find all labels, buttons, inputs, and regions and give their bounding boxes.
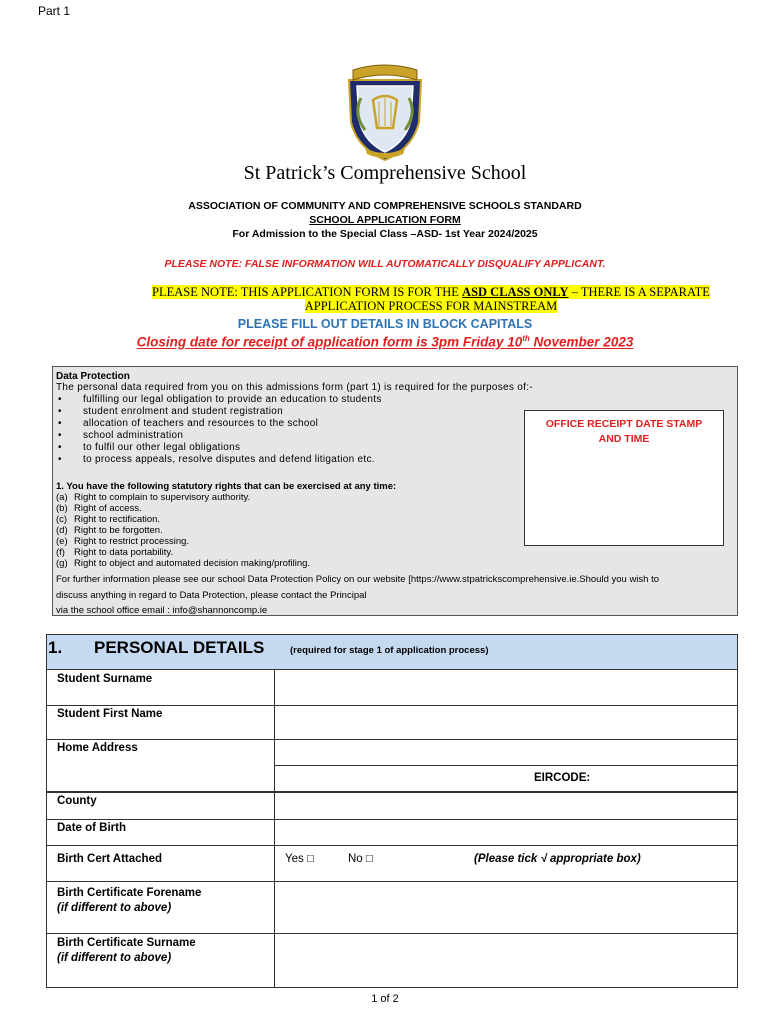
- page-number: 1 of 2: [371, 993, 399, 1005]
- if-different-note: (if different to above): [57, 952, 172, 964]
- form-title: SCHOOL APPLICATION FORM: [309, 214, 461, 226]
- bc-surname-label: Birth Certificate Surname: [57, 937, 196, 949]
- further-info-line: discuss anything in regard to Data Protection, please contact the Principal: [56, 589, 367, 601]
- list-item: (f) Right to data portability.: [56, 547, 174, 558]
- office-stamp-box: [524, 410, 724, 546]
- closing-date-suffix: November 2023: [529, 334, 634, 350]
- field-label-bc-forename: [57, 887, 201, 914]
- purposes-list: [56, 394, 382, 466]
- false-info-warning: PLEASE NOTE: FALSE INFORMATION WILL AUTOMATICALLY DISQUALIFY APPLICANT.: [164, 258, 606, 270]
- list-item: • to process appeals, resolve disputes and defend litigation etc.: [56, 454, 382, 466]
- list-item: (g) Right to object and automated decision making/profiling.: [56, 558, 311, 569]
- county-input[interactable]: [275, 793, 737, 819]
- first-name-input[interactable]: [275, 706, 737, 739]
- bc-surname-input[interactable]: [275, 934, 737, 987]
- section-title: PERSONAL DETAILS: [94, 638, 265, 657]
- row-divider: [46, 845, 738, 846]
- if-different-note: (if different to above): [57, 902, 172, 914]
- no-checkbox[interactable]: No □: [348, 853, 373, 865]
- form-title-block: [0, 199, 770, 241]
- list-item: • fulfilling our legal obligation to provide an education to students: [56, 394, 382, 406]
- further-info-line: via the school office email : info@shannoncomp.ie: [56, 605, 268, 616]
- field-label-dob: Date of Birth: [57, 822, 126, 834]
- section-number: 1.: [48, 638, 63, 657]
- field-label-surname: Student Surname: [57, 673, 153, 685]
- stamp-label-line1: OFFICE RECEIPT DATE STAMP: [545, 418, 703, 430]
- row-divider: [46, 987, 738, 988]
- asd-class-notice: [136, 285, 726, 313]
- list-item: • student enrolment and student registration: [56, 406, 382, 418]
- further-info-line: For further information please see our school Data Protection Policy on our website [https://www.stpatrickscomprehensive.ie.Should you wish to: [56, 574, 660, 585]
- stamp-label-line2: AND TIME: [598, 433, 650, 445]
- dob-input[interactable]: [275, 820, 737, 845]
- yes-checkbox[interactable]: Yes □: [285, 853, 314, 865]
- table-border-right: [737, 670, 738, 988]
- rights-heading: 1. You have the following statutory rights that can be exercised at any time:: [56, 481, 397, 492]
- list-item: • school administration: [56, 430, 382, 442]
- block-capitals-instruction: PLEASE FILL OUT DETAILS IN BLOCK CAPITALS: [237, 317, 533, 331]
- asd-notice-suffix: – THERE IS A SEPARATE APPLICATION PROCESS FOR MAINSTREAM: [304, 285, 710, 313]
- field-label-county: County: [57, 795, 97, 807]
- table-border-left: [46, 670, 47, 988]
- school-name: St Patrick’s Comprehensive School: [243, 162, 527, 184]
- school-crest-logo: [343, 62, 427, 162]
- association-title: ASSOCIATION OF COMMUNITY AND COMPREHENSIVE SCHOOLS STANDARD: [188, 200, 582, 212]
- field-label-eircode: EIRCODE:: [534, 772, 591, 784]
- section-note: (required for stage 1 of application process): [290, 645, 489, 656]
- surname-input[interactable]: [275, 671, 737, 705]
- list-item: (d) Right to be forgotten.: [56, 525, 163, 536]
- list-item: • allocation of teachers and resources to the school: [56, 418, 382, 430]
- asd-notice-prefix: PLEASE NOTE: THIS APPLICATION FORM IS FOR THE: [152, 285, 463, 299]
- list-item: (c) Right to rectification.: [56, 514, 161, 525]
- bc-forename-label: Birth Certificate Forename: [57, 887, 202, 899]
- closing-date-prefix: Closing date for receipt of application form is 3pm Friday 10: [136, 334, 523, 350]
- list-item: • to fulfil our other legal obligations: [56, 442, 382, 454]
- field-label-bc-surname: [57, 937, 196, 964]
- part-label: Part 1: [38, 4, 71, 18]
- field-label-birth-cert: Birth Cert Attached: [57, 853, 162, 865]
- home-address-input[interactable]: [275, 740, 737, 791]
- closing-date-notice: [0, 334, 770, 350]
- admission-title: For Admission to the Special Class –ASD- 1st Year 2024/2025: [232, 228, 538, 240]
- data-protection-further-info: [56, 572, 732, 619]
- data-protection-title: Data Protection: [56, 371, 130, 382]
- tick-instruction: (Please tick √ appropriate box): [474, 853, 641, 865]
- field-label-home-address: Home Address: [57, 742, 138, 754]
- list-item: (b) Right of access.: [56, 503, 142, 514]
- list-item: (e) Right to restrict processing.: [56, 536, 190, 547]
- rights-list: [56, 492, 310, 569]
- bc-forename-input[interactable]: [275, 882, 737, 933]
- list-item: (a) Right to complain to supervisory authority.: [56, 492, 251, 503]
- closing-date-sup: th: [522, 334, 530, 343]
- field-label-first-name: Student First Name: [57, 708, 163, 720]
- asd-notice-emphasis: ASD CLASS ONLY: [462, 285, 569, 299]
- data-protection-intro: The personal data required from you on this admissions form (part 1) is required for the purposes of:-: [56, 382, 533, 393]
